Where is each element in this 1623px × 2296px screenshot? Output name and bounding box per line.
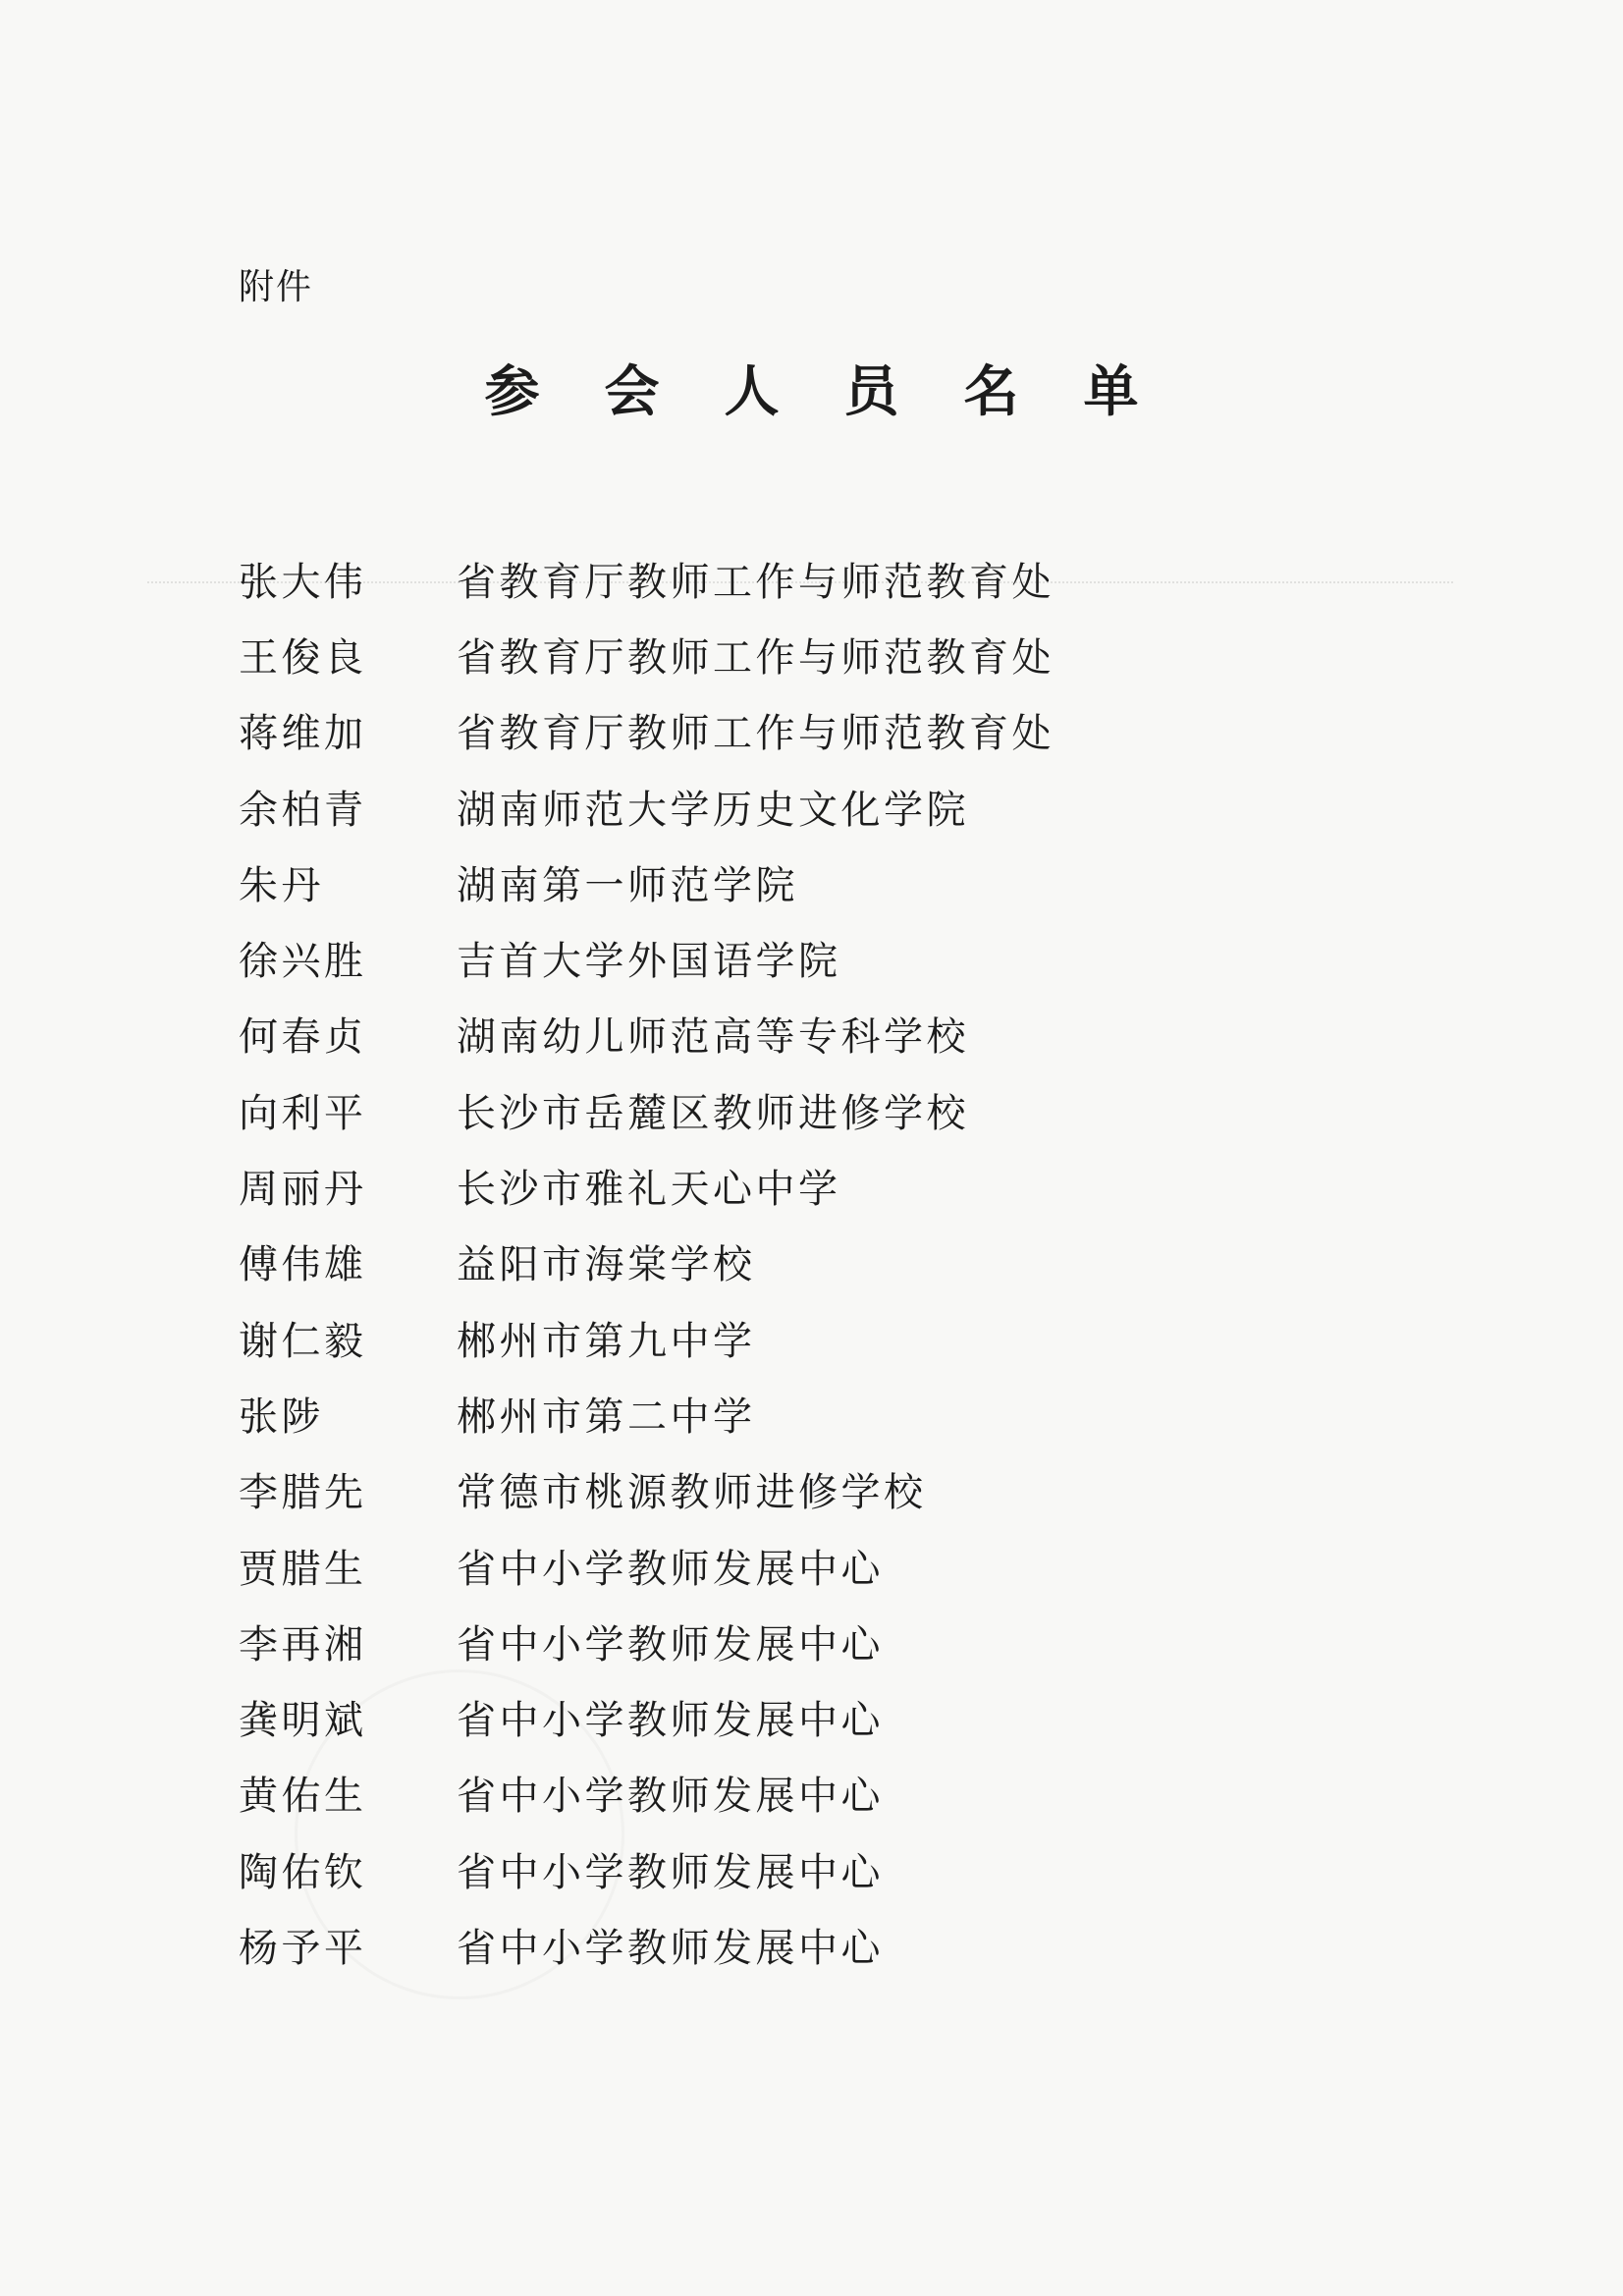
participant-row: [239, 1834, 1417, 1910]
participant-row: [239, 772, 1417, 847]
participant-name: 张陟: [239, 1394, 324, 1440]
participant-affiliation: 省教育厅教师工作与师范教育处: [457, 711, 1055, 757]
participant-name: 蒋维加: [239, 711, 367, 757]
participant-row: [239, 1682, 1417, 1758]
participant-affiliation: 吉首大学外国语学院: [457, 939, 841, 985]
participant-row: [239, 620, 1417, 695]
participant-name: 傅伟雄: [239, 1242, 367, 1288]
participant-row: [239, 544, 1417, 620]
participant-affiliation: 省教育厅教师工作与师范教育处: [457, 634, 1055, 681]
participant-affiliation: 省中小学教师发展中心: [457, 1774, 884, 1820]
participant-row: [239, 1151, 1417, 1227]
participant-name: 何春贞: [239, 1014, 367, 1061]
participant-affiliation: 郴州市第九中学: [457, 1318, 756, 1364]
participant-row: [239, 1759, 1417, 1834]
participant-row: [239, 1379, 1417, 1454]
participant-row: [239, 1303, 1417, 1379]
participant-affiliation: 郴州市第二中学: [457, 1394, 756, 1440]
participant-name: 向利平: [239, 1090, 367, 1136]
participant-row: [239, 1910, 1417, 1986]
participant-name: 黄佑生: [239, 1774, 367, 1820]
participant-name: 徐兴胜: [239, 939, 367, 985]
participant-affiliation: 省中小学教师发展中心: [457, 1849, 884, 1895]
participant-name: 谢仁毅: [239, 1318, 367, 1364]
participant-affiliation: 长沙市雅礼天心中学: [457, 1167, 841, 1213]
participant-name: 余柏青: [239, 787, 367, 833]
participant-affiliation: 益阳市海棠学校: [457, 1242, 756, 1288]
participant-affiliation: 湖南师范大学历史文化学院: [457, 787, 969, 833]
participant-row: [239, 1000, 1417, 1075]
participant-name: 陶佑钦: [239, 1849, 367, 1895]
participant-affiliation: 省中小学教师发展中心: [457, 1698, 884, 1744]
participant-affiliation: 湖南幼儿师范高等专科学校: [457, 1014, 969, 1061]
page-title: 参会人员名单: [484, 359, 1204, 424]
participant-list: [239, 544, 1417, 1987]
participant-affiliation: 长沙市岳麓区教师进修学校: [457, 1090, 969, 1136]
participant-name: 王俊良: [239, 634, 367, 681]
participant-affiliation: 常德市桃源教师进修学校: [457, 1470, 927, 1516]
participant-affiliation: 省中小学教师发展中心: [457, 1925, 884, 1971]
participant-row: [239, 1531, 1417, 1607]
participant-name: 杨予平: [239, 1925, 367, 1971]
participant-name: 周丽丹: [239, 1167, 367, 1213]
participant-row: [239, 1455, 1417, 1531]
participant-row: [239, 1228, 1417, 1303]
participant-row: [239, 923, 1417, 999]
participant-row: [239, 1607, 1417, 1682]
participant-name: 张大伟: [239, 559, 367, 605]
participant-name: 龚明斌: [239, 1698, 367, 1744]
participant-affiliation: 省中小学教师发展中心: [457, 1546, 884, 1592]
participant-affiliation: 省教育厅教师工作与师范教育处: [457, 559, 1055, 605]
participant-affiliation: 省中小学教师发展中心: [457, 1621, 884, 1667]
attachment-label: 附件: [239, 267, 314, 307]
participant-row: [239, 696, 1417, 772]
participant-name: 李再湘: [239, 1621, 367, 1667]
participant-row: [239, 847, 1417, 923]
participant-row: [239, 1075, 1417, 1151]
participant-affiliation: 湖南第一师范学院: [457, 862, 798, 908]
participant-name: 贾腊生: [239, 1546, 367, 1592]
participant-name: 朱丹: [239, 862, 324, 908]
participant-name: 李腊先: [239, 1470, 367, 1516]
